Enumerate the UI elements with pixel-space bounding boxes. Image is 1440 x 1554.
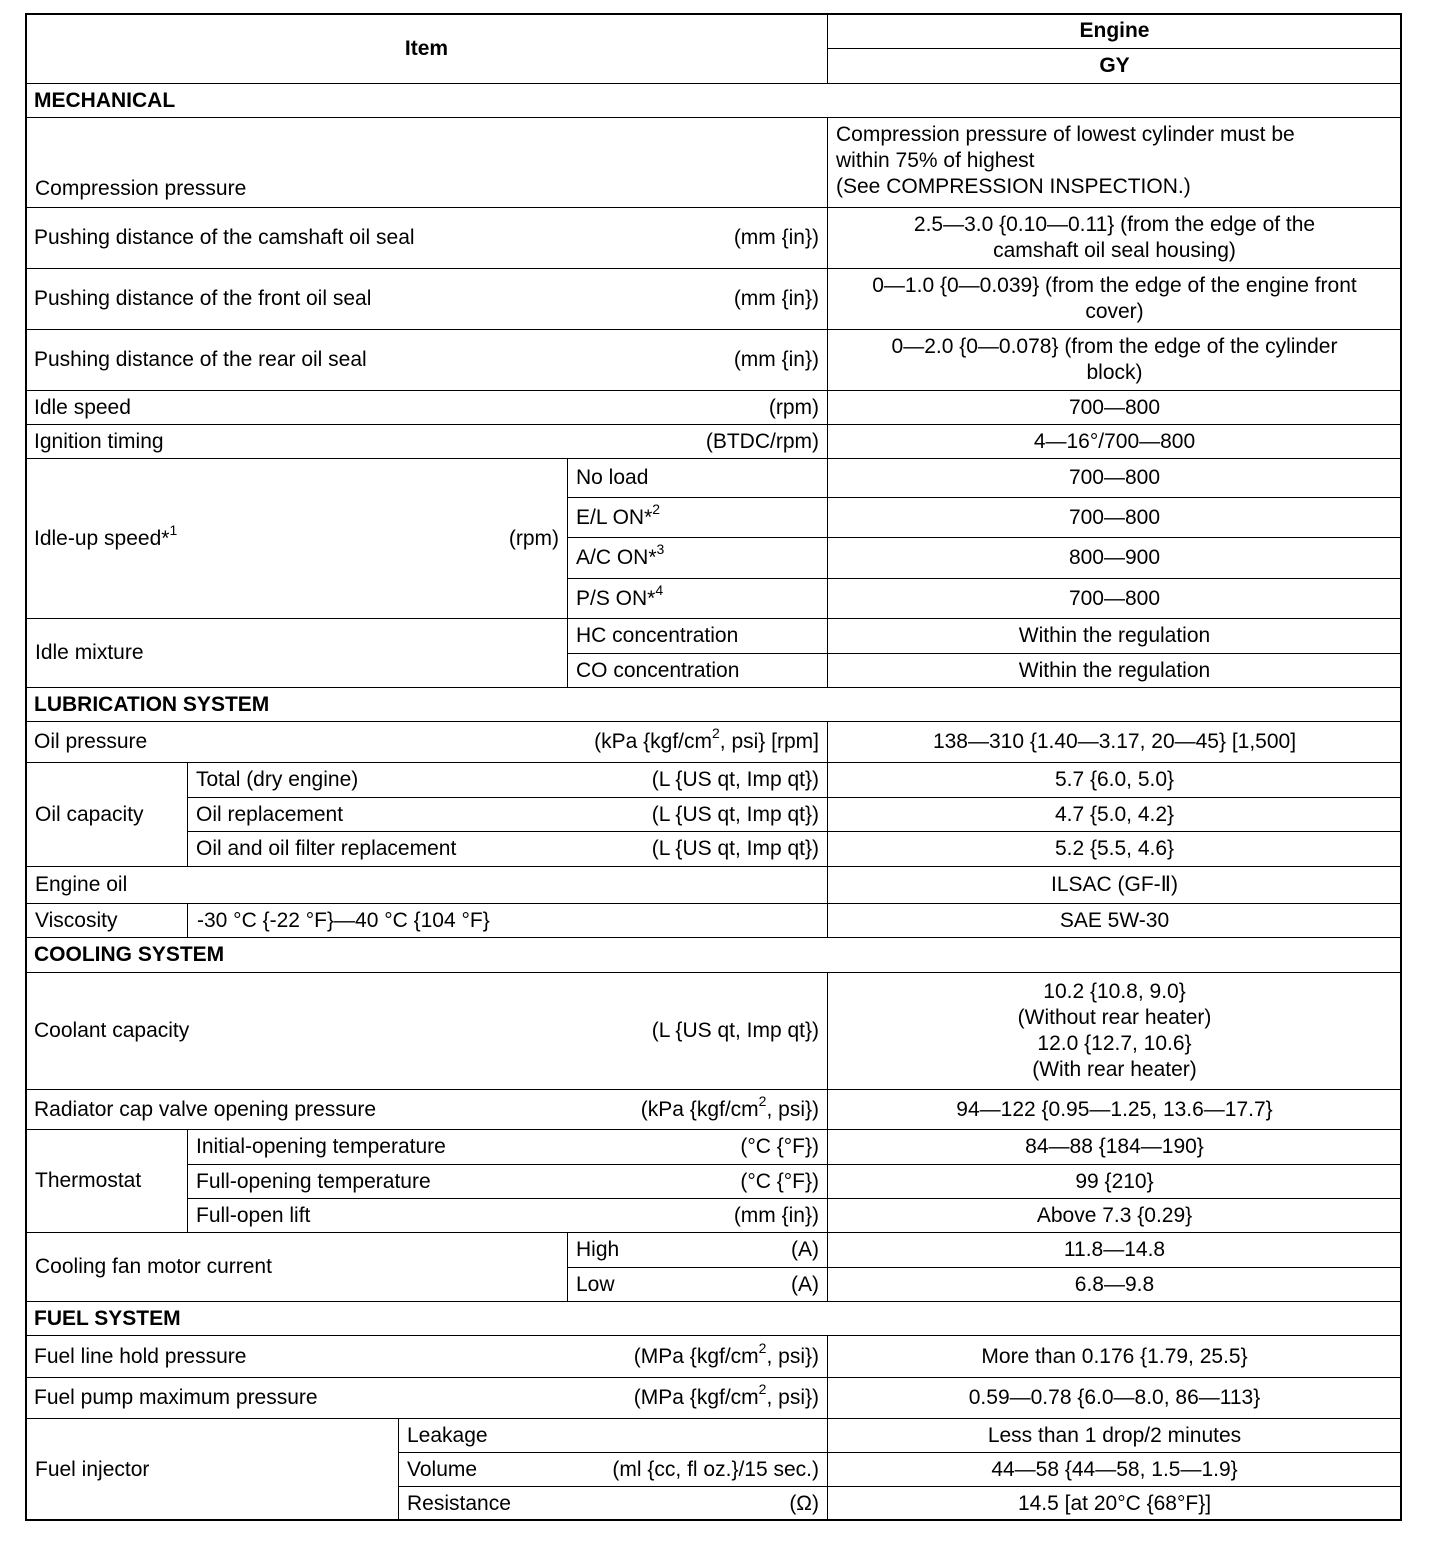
unit-text: (kPa {kgf/cm [640, 1097, 759, 1121]
sub-label: Leakage [407, 1423, 488, 1447]
sub-label: HC concentration [576, 624, 739, 647]
condition-label [576, 500, 661, 531]
row-unit [633, 1339, 819, 1370]
label-text: A/C ON* [576, 546, 657, 569]
value-text: 138—310 {1.40—3.17, 20—45} [1,500] [932, 730, 1297, 753]
injector-leakage-value [827, 1418, 1402, 1453]
row-label: Fuel pump maximum pressure [34, 1386, 318, 1409]
fan-current-high-value [827, 1232, 1402, 1268]
row-ignition-timing-label [25, 424, 828, 459]
idle-up-cond-el-on [567, 497, 828, 538]
thermostat-initial-opening [187, 1129, 828, 1165]
row-unit: (°C {°F}) [740, 1169, 819, 1193]
value-line: (Without rear heater) [1017, 1006, 1212, 1029]
unit-text: , psi}) [766, 1386, 819, 1409]
value-text: 4.7 {5.0, 4.2} [1054, 802, 1175, 826]
row-oil-capacity-label [25, 762, 188, 867]
sub-label: Total (dry engine) [196, 768, 359, 791]
header-engine-code-label: GY [1099, 54, 1130, 77]
injector-volume-value [827, 1452, 1402, 1487]
idle-up-value-no-load [827, 458, 1402, 498]
section-mechanical [25, 83, 1402, 118]
fan-current-low [567, 1267, 828, 1302]
row-unit: (A) [791, 1272, 819, 1296]
header-item-label: Item [404, 36, 449, 60]
idle-up-value-el-on [827, 497, 1402, 538]
row-label: Fuel line hold pressure [34, 1344, 247, 1368]
row-label: Pushing distance of the front oil seal [34, 287, 372, 310]
row-label: Cooling fan motor current [35, 1255, 272, 1278]
value-text: 700—800 [1068, 586, 1161, 610]
row-idle-speed-value [827, 390, 1402, 425]
oil-capacity-replacement-value [827, 797, 1402, 832]
row-radiator-cap-value [827, 1089, 1402, 1130]
section-fuel [25, 1301, 1402, 1336]
value-text: More than 0.176 {1.79, 25.5} [981, 1344, 1248, 1368]
row-label: Viscosity [35, 908, 118, 932]
value-text: Within the regulation [1018, 658, 1211, 682]
injector-resistance-value [827, 1486, 1402, 1521]
oil-capacity-total-value [827, 762, 1402, 798]
oil-capacity-total [187, 762, 828, 798]
value-text: Within the regulation [1018, 624, 1211, 647]
row-radiator-cap-label [25, 1089, 828, 1130]
idle-up-cond-ps-on [567, 578, 828, 619]
row-label: Pushing distance of the rear oil seal [34, 348, 367, 371]
row-unit: (mm {in}) [733, 287, 819, 310]
value-text: Less than 1 drop/2 minutes [987, 1423, 1242, 1447]
row-camshaft-seal-value [827, 207, 1402, 269]
value-text: 0.59—0.78 {6.0—8.0, 86—113} [968, 1386, 1261, 1409]
row-fuel-injector-label [25, 1418, 399, 1521]
row-front-seal-value [827, 268, 1402, 330]
section-cooling [25, 937, 1402, 973]
row-unit: (L {US qt, Imp qt}) [651, 837, 819, 860]
sub-label: Resistance [407, 1491, 511, 1515]
footnote-marker: 3 [656, 541, 665, 557]
row-label: Engine oil [35, 873, 128, 896]
row-fuel-pump-max-value [827, 1377, 1402, 1419]
value-line: (With rear heater) [1032, 1058, 1197, 1081]
header-engine-code [827, 48, 1402, 84]
value-text: 700—800 [1068, 505, 1161, 529]
row-unit [640, 1092, 819, 1123]
row-coolant-capacity-label [25, 972, 828, 1090]
unit-text: (MPa {kgf/cm [633, 1344, 759, 1368]
idle-mixture-hc [567, 618, 828, 654]
value-line: cover) [1085, 300, 1144, 323]
row-compression-label [25, 117, 828, 208]
thermostat-full-opening-value [827, 1164, 1402, 1199]
section-title: FUEL SYSTEM [34, 1306, 181, 1330]
row-unit: (°C {°F}) [740, 1135, 819, 1158]
value-line: 0—2.0 {0—0.078} (from the edge of the cylinder [891, 335, 1338, 358]
value-line: camshaft oil seal housing) [993, 239, 1236, 262]
idle-mixture-hc-value [827, 618, 1402, 654]
sub-label: Low [576, 1272, 615, 1296]
footnote-marker: 1 [169, 521, 178, 538]
condition-label: No load [576, 466, 649, 489]
thermostat-full-open-lift-value [827, 1198, 1402, 1233]
row-thermostat-label [25, 1129, 188, 1233]
value-text: 6.8—9.8 [1074, 1272, 1155, 1296]
row-engine-oil-value [827, 866, 1402, 904]
sub-label: Initial-opening temperature [196, 1135, 446, 1158]
row-camshaft-seal-label [25, 207, 828, 269]
footnote-marker: 4 [655, 581, 664, 598]
unit-text: (MPa {kgf/cm [633, 1386, 759, 1409]
label-text: Idle-up speed* [34, 526, 170, 550]
sub-label: Volume [407, 1457, 478, 1481]
row-front-seal-label [25, 268, 828, 330]
row-label: Coolant capacity [34, 1019, 190, 1042]
injector-volume [398, 1452, 828, 1487]
row-oil-pressure-value [827, 721, 1402, 763]
thermostat-full-opening [187, 1164, 828, 1199]
row-unit [594, 725, 819, 755]
fan-current-low-value [827, 1267, 1402, 1302]
footnote-marker: 2 [652, 500, 661, 517]
unit-text: , psi} [rpm] [719, 730, 819, 753]
row-idle-mixture-label [25, 618, 568, 688]
row-ignition-timing-value [827, 424, 1402, 459]
value-text: 94—122 {0.95—1.25, 13.6—17.7} [956, 1097, 1273, 1121]
row-oil-pressure-label [25, 721, 828, 763]
row-unit: (rpm) [508, 526, 559, 550]
header-item [25, 13, 828, 84]
sub-label: Oil replacement [196, 802, 344, 826]
row-label: Ignition timing [34, 429, 164, 453]
value-line: 12.0 {12.7, 10.6} [1037, 1032, 1192, 1055]
row-label: Compression pressure [35, 177, 247, 200]
value-text: 700—800 [1068, 466, 1161, 489]
row-label: Oil capacity [35, 802, 144, 826]
row-label [34, 521, 178, 552]
row-coolant-capacity-value [827, 972, 1402, 1090]
value-text: 4—16°/700—800 [1033, 429, 1196, 453]
row-fuel-line-hold-label [25, 1335, 828, 1378]
value-line: Compression pressure of lowest cylinder must be [836, 123, 1295, 146]
row-viscosity-value [827, 903, 1402, 938]
row-viscosity-label [25, 903, 188, 938]
idle-up-value-ac-on [827, 537, 1402, 579]
value-line: 10.2 {10.8, 9.0} [1043, 980, 1186, 1003]
row-rear-seal-value [827, 329, 1402, 391]
row-unit: (L {US qt, Imp qt}) [651, 802, 819, 826]
row-fuel-line-hold-value [827, 1335, 1402, 1378]
value-text: 5.7 {6.0, 5.0} [1054, 768, 1175, 791]
row-viscosity-range [187, 903, 828, 938]
value-text: 700—800 [1068, 395, 1161, 419]
row-label: Pushing distance of the camshaft oil seal [34, 226, 415, 249]
row-rear-seal-label [25, 329, 828, 391]
row-label: Fuel injector [35, 1457, 150, 1481]
row-unit: (L {US qt, Imp qt}) [651, 1019, 819, 1042]
oil-capacity-replacement [187, 797, 828, 832]
value-text: 44—58 {44—58, 1.5—1.9} [991, 1457, 1238, 1481]
unit-superscript: 2 [758, 1339, 767, 1356]
unit-superscript: 2 [758, 1381, 767, 1397]
value-text: 84—88 {184—190} [1025, 1135, 1204, 1158]
section-title: LUBRICATION SYSTEM [34, 692, 270, 716]
unit-superscript: 2 [712, 725, 720, 741]
value-line: 2.5—3.0 {0.10—0.11} (from the edge of the [913, 213, 1316, 236]
unit-text: , psi}) [766, 1097, 819, 1121]
row-unit: (mm {in}) [733, 226, 819, 249]
fan-current-high [567, 1232, 828, 1268]
unit-text: , psi}) [766, 1344, 819, 1368]
section-lubrication [25, 687, 1402, 722]
sub-label: CO concentration [576, 658, 740, 682]
row-unit: (BTDC/rpm) [705, 429, 819, 453]
injector-leakage [398, 1418, 828, 1453]
value-text: 11.8—14.8 [1063, 1238, 1166, 1261]
condition-label [576, 541, 665, 571]
row-engine-oil-label [25, 866, 828, 904]
value-line: (See COMPRESSION INSPECTION.) [836, 175, 1191, 198]
header-engine-label: Engine [1079, 19, 1150, 42]
row-label: Oil pressure [34, 730, 148, 753]
unit-text: (kPa {kgf/cm [594, 730, 712, 753]
row-unit: (A) [791, 1238, 819, 1261]
row-label: Radiator cap valve opening pressure [34, 1097, 377, 1121]
label-text: E/L ON* [576, 505, 653, 529]
idle-mixture-co-value [827, 653, 1402, 688]
value-text: SAE 5W-30 [1059, 908, 1170, 932]
oil-capacity-filter [187, 831, 828, 867]
sub-label: High [576, 1238, 620, 1261]
oil-capacity-filter-value [827, 831, 1402, 867]
idle-up-value-ps-on [827, 578, 1402, 619]
value-line: 0—1.0 {0—0.039} (from the edge of the engine front [872, 274, 1357, 297]
sub-label: Oil and oil filter replacement [196, 837, 457, 860]
sub-label: Full-open lift [196, 1203, 311, 1227]
thermostat-full-open-lift [187, 1198, 828, 1233]
idle-up-cond-ac-on [567, 537, 828, 579]
row-label: Idle speed [34, 395, 131, 419]
injector-resistance [398, 1486, 828, 1521]
value-text: 800—900 [1068, 546, 1161, 569]
row-compression-value [827, 117, 1402, 208]
value-line: within 75% of highest [836, 149, 1035, 172]
row-unit: (L {US qt, Imp qt}) [651, 768, 819, 791]
section-title: COOLING SYSTEM [34, 943, 225, 966]
value-text: 14.5 [at 20°C {68°F}] [1017, 1491, 1212, 1515]
row-unit: (mm {in}) [733, 1203, 819, 1227]
label-text: P/S ON* [576, 586, 656, 610]
header-engine [827, 13, 1402, 49]
row-fuel-pump-max-label [25, 1377, 828, 1419]
row-unit [633, 1381, 819, 1411]
idle-mixture-co [567, 653, 828, 688]
temperature-range: -30 °C {-22 °F}—40 °C {104 °F} [197, 908, 490, 932]
row-idle-speed-label [25, 390, 828, 425]
value-text: 99 {210} [1075, 1169, 1154, 1193]
row-unit: (ml {cc, fl oz.}/15 sec.) [612, 1457, 819, 1481]
sub-label: Full-opening temperature [196, 1169, 431, 1193]
row-idle-up-label [25, 458, 568, 619]
row-unit: (Ω) [789, 1491, 819, 1515]
row-unit: (mm {in}) [733, 348, 819, 371]
section-title: MECHANICAL [34, 88, 176, 112]
condition-label [576, 581, 664, 612]
row-label: Thermostat [35, 1169, 142, 1192]
unit-superscript: 2 [758, 1092, 767, 1109]
value-text: ILSAC (GF-Ⅱ) [1050, 873, 1178, 896]
idle-up-cond-no-load [567, 458, 828, 498]
thermostat-initial-opening-value [827, 1129, 1402, 1165]
row-label: Idle mixture [35, 641, 144, 664]
row-fan-current-label [25, 1232, 568, 1302]
value-line: block) [1086, 361, 1143, 384]
value-text: Above 7.3 {0.29} [1036, 1203, 1193, 1227]
row-unit: (rpm) [768, 395, 819, 419]
value-text: 5.2 {5.5, 4.6} [1054, 837, 1175, 860]
